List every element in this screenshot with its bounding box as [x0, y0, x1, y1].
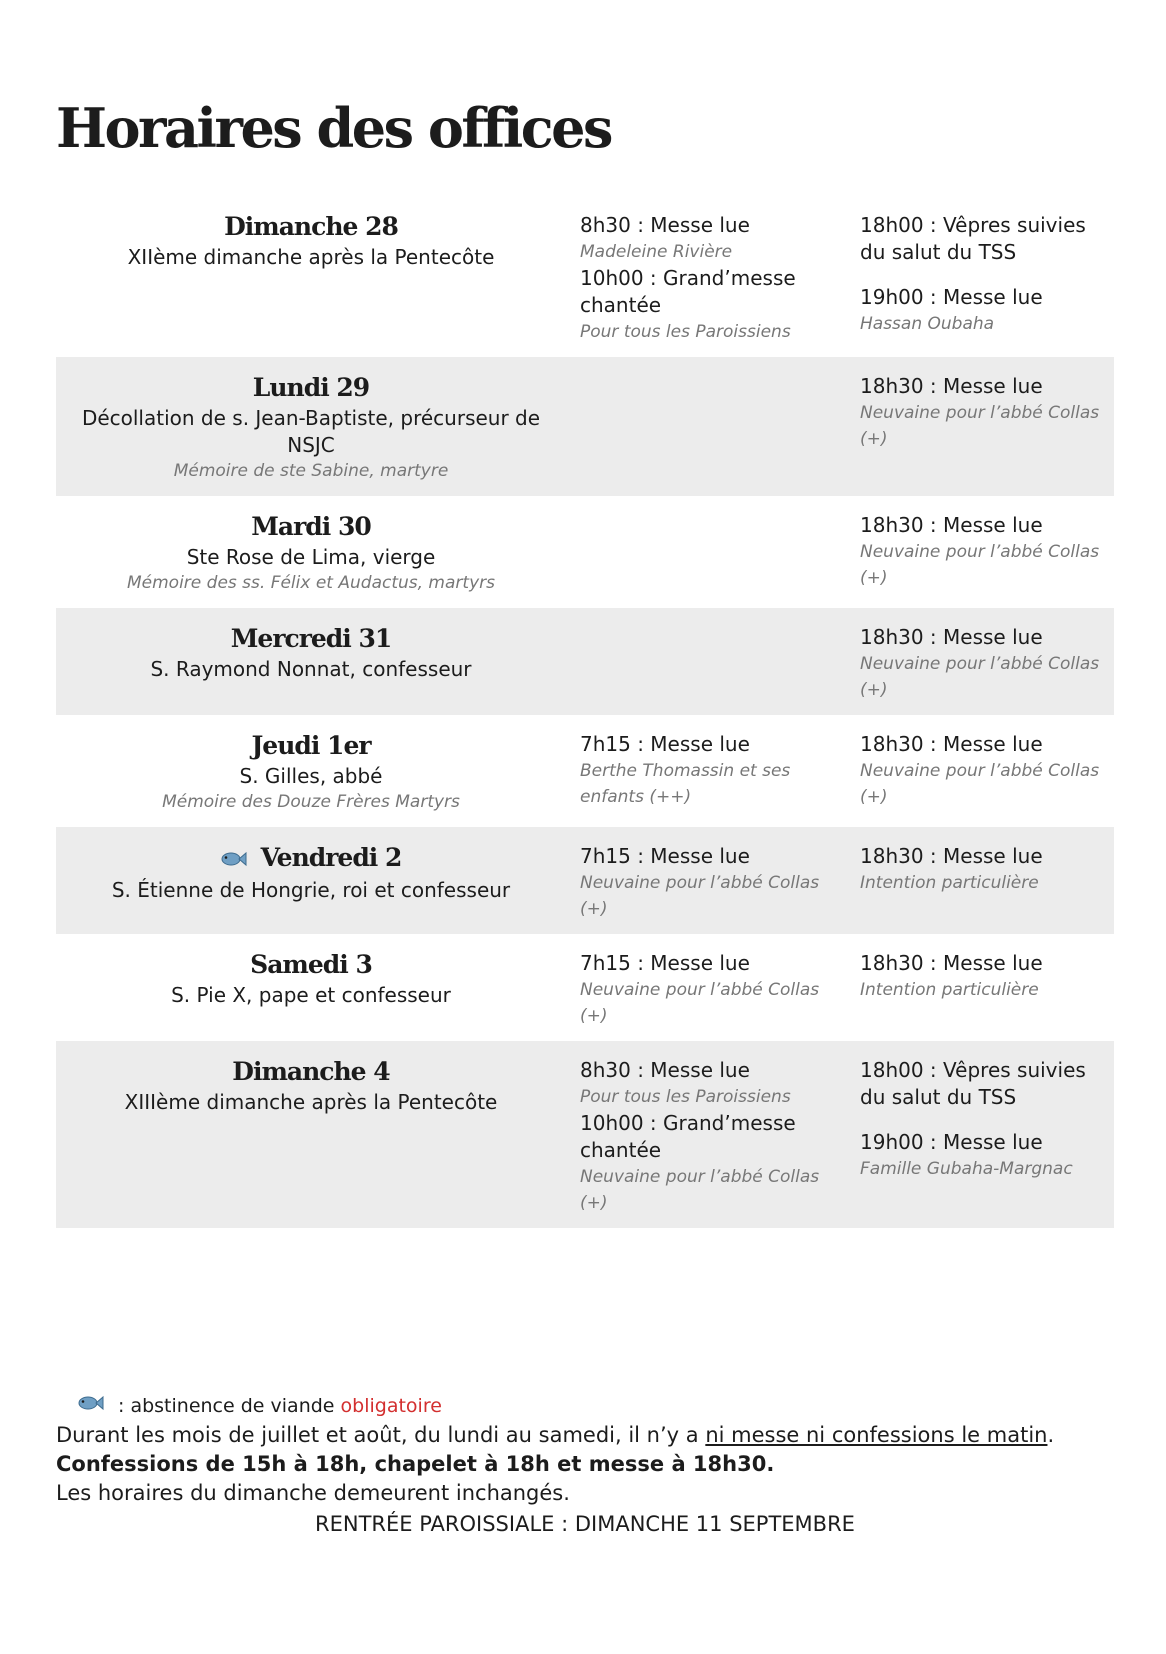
- mass-intention: Pour tous les Paroissiens: [580, 1087, 791, 1107]
- mass-intention: Hassan Oubaha: [860, 314, 995, 334]
- memorial: Mémoire des ss. Félix et Audactus, martyrs: [127, 573, 495, 593]
- morning-masses: [566, 608, 846, 715]
- schedule-row: [56, 1041, 1114, 1228]
- schedule-row: [56, 827, 1114, 934]
- mass-time: 18h00 : Vêpres suivies du salut du TSS: [860, 1058, 1086, 1109]
- morning-masses: [566, 827, 846, 934]
- fish-icon: [221, 843, 247, 877]
- note-line-1: [56, 1421, 1114, 1450]
- morning-masses: [566, 357, 846, 496]
- mass-time: 10h00 : Grand’messe chantée: [580, 266, 796, 317]
- mass-time: 7h15 : Messe lue: [580, 732, 750, 756]
- evening-masses: [846, 1041, 1114, 1228]
- mass-intention: Neuvaine pour l’abbé Collas (+): [580, 873, 820, 919]
- fish-legend: [78, 1392, 1114, 1421]
- day-name: Dimanche 28: [224, 212, 398, 241]
- mass-time: 18h30 : Messe lue: [860, 951, 1043, 975]
- schedule-row: [56, 934, 1114, 1041]
- note-line-1-underlined: ni messe ni confessions le matin: [705, 1423, 1048, 1447]
- legend-text: abstinence de viande: [130, 1395, 335, 1417]
- mass-intention: Neuvaine pour l’abbé Collas (+): [860, 761, 1100, 807]
- day-name: Mercredi 31: [230, 624, 392, 653]
- mass-time: 18h30 : Messe lue: [860, 844, 1043, 868]
- mass-intention: Famille Gubaha-Margnac: [860, 1159, 1073, 1179]
- mass-time: 8h30 : Messe lue: [580, 213, 750, 237]
- day-cell: [56, 715, 566, 827]
- schedule-table: [56, 196, 1114, 1228]
- day-cell: [56, 196, 566, 357]
- schedule-row: [56, 196, 1114, 357]
- day-title: [56, 729, 566, 763]
- feast-name: Ste Rose de Lima, vierge: [186, 545, 436, 569]
- feast-name: S. Étienne de Hongrie, roi et confesseur: [111, 877, 511, 902]
- note-line-3: Les horaires du dimanche demeurent inchangés.: [56, 1481, 570, 1505]
- mass-time: 8h30 : Messe lue: [580, 1058, 750, 1082]
- mass-time: 18h00 : Vêpres suivies du salut du TSS: [860, 213, 1086, 264]
- rentree-announcement: RENTRÉE PAROISSIALE : DIMANCHE 11 SEPTEMBRE: [315, 1512, 855, 1536]
- mass-intention: Neuvaine pour l’abbé Collas (+): [860, 403, 1100, 449]
- memorial: Mémoire de ste Sabine, martyre: [173, 461, 449, 481]
- evening-masses: [846, 827, 1114, 934]
- mass-time: 10h00 : Grand’messe chantée: [580, 1111, 796, 1162]
- evening-masses: [846, 357, 1114, 496]
- mass-time: 18h30 : Messe lue: [860, 625, 1043, 649]
- mass-time: 18h30 : Messe lue: [860, 732, 1043, 756]
- schedule-row: [56, 496, 1114, 608]
- fish-icon: [78, 1392, 104, 1421]
- feast-name: XIIIème dimanche après la Pentecôte: [124, 1090, 498, 1114]
- mass-time: 7h15 : Messe lue: [580, 844, 750, 868]
- day-cell: [56, 827, 566, 934]
- mass-intention: Neuvaine pour l’abbé Collas (+): [580, 1167, 820, 1213]
- page-title: Horaires des offices: [56, 96, 611, 160]
- evening-masses: [846, 715, 1114, 827]
- note-line-1-text: Durant les mois de juillet et août, du lundi au samedi, il n’y a: [56, 1423, 699, 1447]
- day-name: Lundi 29: [252, 373, 370, 402]
- mass-intention: Neuvaine pour l’abbé Collas (+): [580, 980, 820, 1026]
- day-cell: [56, 357, 566, 496]
- feast-name: S. Gilles, abbé: [239, 764, 383, 788]
- spacer: [860, 1111, 1104, 1129]
- mass-intention: Madeleine Rivière: [580, 242, 733, 262]
- mass-time: 18h30 : Messe lue: [860, 513, 1043, 537]
- evening-masses: [846, 196, 1114, 357]
- mass-time: 19h00 : Messe lue: [860, 1130, 1043, 1154]
- day-cell: [56, 608, 566, 715]
- day-title: [56, 371, 566, 405]
- note-line-1-end: .: [1047, 1423, 1055, 1447]
- evening-masses: [846, 496, 1114, 608]
- evening-masses: [846, 608, 1114, 715]
- mass-time: 7h15 : Messe lue: [580, 951, 750, 975]
- mass-intention: Neuvaine pour l’abbé Collas (+): [860, 542, 1100, 588]
- morning-masses: [566, 496, 846, 608]
- day-name: Samedi 3: [250, 950, 372, 979]
- feast-name: S. Raymond Nonnat, confesseur: [150, 657, 472, 681]
- morning-masses: [566, 196, 846, 357]
- feast-name: XIIème dimanche après la Pentecôte: [127, 245, 495, 269]
- mass-intention: Neuvaine pour l’abbé Collas (+): [860, 654, 1100, 700]
- day-name: Mardi 30: [251, 512, 371, 541]
- mass-intention: Intention particulière: [860, 873, 1039, 893]
- evening-masses: [846, 934, 1114, 1041]
- note-line-2: Confessions de 15h à 18h, chapelet à 18h et messe à 18h30.: [56, 1452, 775, 1476]
- morning-masses: [566, 1041, 846, 1228]
- morning-masses: [566, 715, 846, 827]
- morning-masses: [566, 934, 846, 1041]
- day-cell: [56, 1041, 566, 1228]
- notes: [56, 1392, 1114, 1539]
- mass-time: 19h00 : Messe lue: [860, 285, 1043, 309]
- day-name: Jeudi 1er: [251, 731, 371, 760]
- day-name: Dimanche 4: [232, 1057, 390, 1086]
- day-title: [56, 841, 566, 877]
- day-title: [56, 948, 566, 982]
- day-cell: [56, 496, 566, 608]
- mass-intention: Pour tous les Paroissiens: [580, 322, 791, 342]
- schedule-row: [56, 715, 1114, 827]
- feast-name: Décollation de s. Jean-Baptiste, précurseur de NSJC: [81, 406, 541, 457]
- day-title: [56, 510, 566, 544]
- day-title: [56, 210, 566, 244]
- feast-name: S. Pie X, pape et confesseur: [171, 983, 451, 1007]
- day-title: [56, 622, 566, 656]
- legend-highlight: obligatoire: [340, 1395, 442, 1417]
- memorial: Mémoire des Douze Frères Martyrs: [162, 792, 460, 812]
- day-cell: [56, 934, 566, 1041]
- mass-intention: Berthe Thomassin et ses enfants (++): [580, 761, 791, 807]
- spacer: [860, 266, 1104, 284]
- mass-time: 18h30 : Messe lue: [860, 374, 1043, 398]
- legend-colon: :: [118, 1395, 125, 1417]
- day-title: [56, 1055, 566, 1089]
- schedule-row: [56, 608, 1114, 715]
- schedule-row: [56, 357, 1114, 496]
- day-name: Vendredi 2: [260, 843, 402, 872]
- mass-intention: Intention particulière: [860, 980, 1039, 1000]
